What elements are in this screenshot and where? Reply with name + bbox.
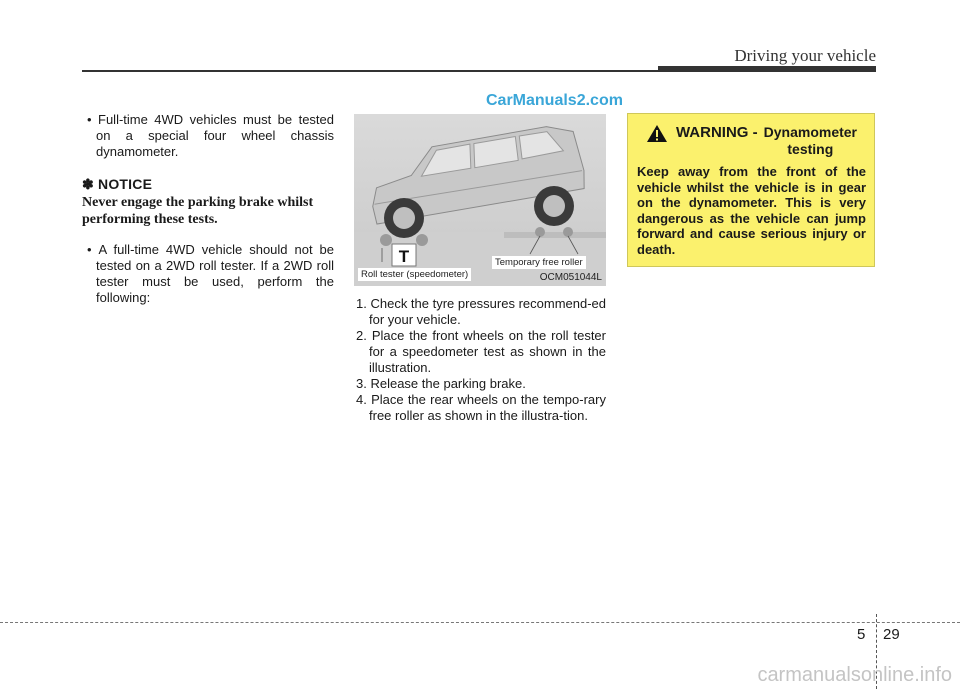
footer-rule xyxy=(0,622,960,623)
header-rule xyxy=(82,70,658,72)
free-roller-label: Temporary free roller xyxy=(492,256,586,269)
notice-title: NOTICE xyxy=(98,176,153,192)
page-number: 29 xyxy=(883,626,900,643)
warning-box xyxy=(627,113,875,267)
chapter-number: 5 xyxy=(857,626,866,643)
step-item: 3. Release the parking brake. xyxy=(356,376,526,391)
bullet-text: Full-time 4WD vehicles must be tested on a special four wheel chassis dynamometer. xyxy=(96,112,335,159)
figure-code: OCM051044L xyxy=(539,272,602,283)
dynamometer-illustration xyxy=(354,114,606,286)
warning-word: WARNING - xyxy=(675,124,758,141)
warning-topic: Dynamometer testing xyxy=(763,124,858,157)
watermark-top: CarManuals2.com xyxy=(486,92,623,109)
warning-header xyxy=(637,124,866,158)
instruction-steps xyxy=(356,296,606,424)
bullet-item: • Full-time 4WD vehicles must be tested on a special four wheel chassis dynamometer. xyxy=(87,112,335,159)
chapter-header-title: Driving your vehicle xyxy=(734,46,876,65)
notice-star-icon: ✽ xyxy=(82,176,94,192)
header-rule-thick xyxy=(658,66,876,72)
bullet-text: A full-time 4WD vehicle should not be tested on a 2WD roll tester. If a 2WD roll tester must be used, perform the following: xyxy=(96,242,334,305)
step-item: 4. Place the rear wheels on the tempo-rary free roller as shown in the illustra-tion. xyxy=(356,392,606,423)
svg-text:T: T xyxy=(398,247,410,266)
left-column xyxy=(82,112,334,322)
step-item: 2. Place the front wheels on the roll tester for a speedometer test as shown in the illustration. xyxy=(356,328,606,375)
roll-tester-label: Roll tester (speedometer) xyxy=(358,268,471,281)
bullet-item: • A full-time 4WD vehicle should not be tested on a 2WD roll tester. If a 2WD roll tester must be used, perform the following: xyxy=(87,242,334,305)
notice-heading xyxy=(82,176,334,192)
notice-body: Never engage the parking brake whilst performing these tests. xyxy=(82,195,314,227)
warning-body: Keep away from the front of the vehicle whilst the vehicle is in gear on the dynamometer. This is very dangerous as the vehicle can jump forward and cause serious injury or death. xyxy=(637,164,866,257)
step-item: 1. Check the tyre pressures recommend-ed for your vehicle. xyxy=(356,296,607,327)
watermark-bottom: carmanualsonline.info xyxy=(757,664,952,686)
warning-triangle-icon xyxy=(646,124,668,143)
